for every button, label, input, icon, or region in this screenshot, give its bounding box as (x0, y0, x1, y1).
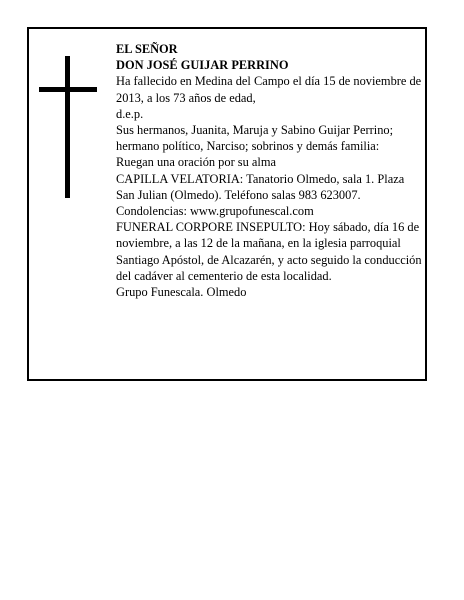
death-statement: Ha fallecido en Medina del Campo el día 15 de noviembre de 2013, a los 73 años de edad, (116, 74, 422, 105)
wake-chapel-info: CAPILLA VELATORIA: Tanatorio Olmedo, sala 1. Plaza San Julian (Olmedo). Teléfono salas 983 623007. (116, 171, 405, 202)
obituary-notice (27, 27, 427, 381)
family-list: Sus hermanos, Juanita, Maruja y Sabino Guijar Perrino; hermano político, Narciso; sobrinos y demás familia: (116, 123, 394, 154)
cross-vertical-bar (65, 56, 70, 198)
prayer-request: Ruegan una oración por su alma (116, 155, 276, 170)
rip-abbreviation: d.e.p. (116, 106, 144, 121)
condolences-link: Condolencias: www.grupofunescal.com (116, 204, 314, 219)
latin-cross-icon (39, 56, 97, 198)
deceased-name: DON JOSÉ GUIJAR PERRINO (116, 58, 289, 73)
cross-horizontal-bar (39, 87, 97, 92)
funeral-info: FUNERAL CORPORE INSEPULTO: Hoy sábado, día 16 de noviembre, a las 12 de la mañana, en la iglesia parroquial Santiago Apóstol, de Alcazarén, y acto seguido la conducción del cadáver al cementerio de esta localidad. (116, 220, 422, 283)
funeral-home-signature: Grupo Funescala. Olmedo (116, 285, 247, 300)
notice-body (116, 41, 424, 300)
deceased-title: EL SEÑOR (116, 42, 178, 56)
